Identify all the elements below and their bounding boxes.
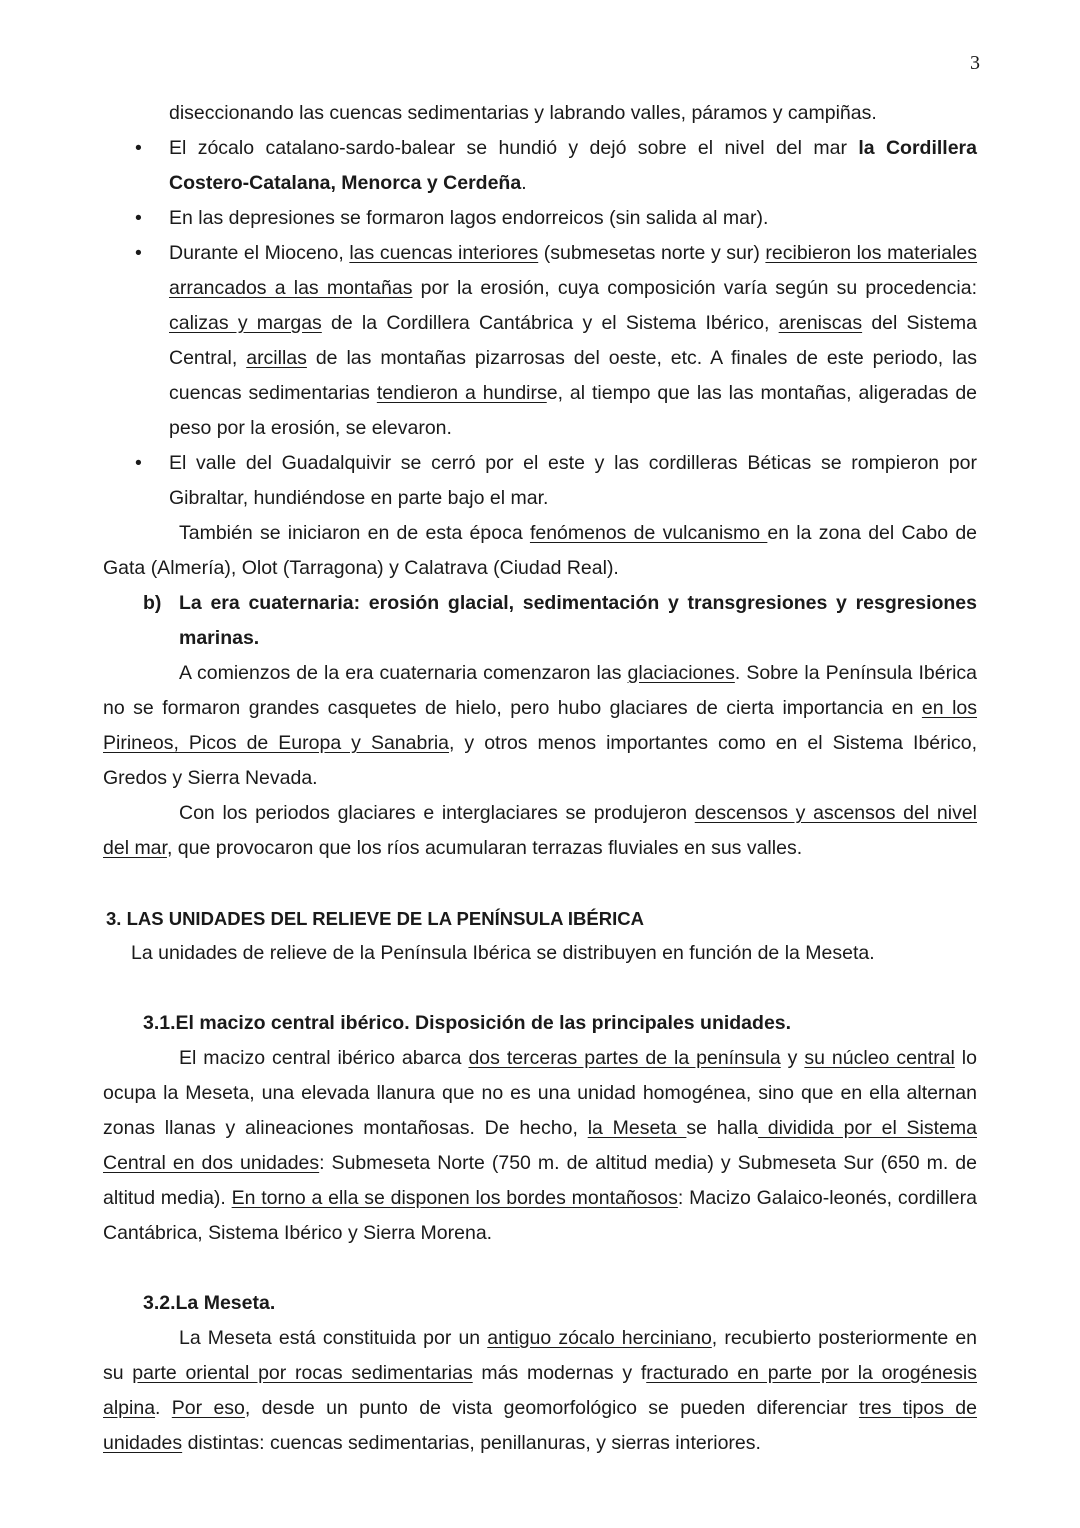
underlined-text: glaciaciones	[627, 662, 735, 684]
continued-paragraph: diseccionando las cuencas sedimentarias y labrando valles, páramos y campiñas.	[169, 102, 877, 124]
underlined-text: fenómenos de vulcanismo	[529, 522, 768, 544]
subheading-b	[103, 586, 977, 656]
paragraph: Con los periodos glaciares e interglaciares se produjeron descensos y ascensos del nivel del mar, que provocaron que los ríos acumularan terrazas fluviales en sus valles.	[103, 802, 977, 859]
underlined-text: dos terceras partes de la península	[468, 1047, 781, 1069]
page-number: 3	[970, 52, 980, 74]
paragraph: A comienzos de la era cuaternaria comenzaron las glaciaciones. Sobre la Península Ibérica no se formaron grandes casquetes de hielo, pero hubo glaciares de cierta importancia en en los Pirineos, Picos de Europa y Sanabria, y otros menos importantes como en el Sistema Ibérico, Gredos y Sierra Nevada.	[103, 662, 977, 789]
bullet-icon: •	[135, 452, 142, 474]
underlined-text: racturado en parte por la orogénesis alpina	[103, 1362, 977, 1419]
underlined-text: la Meseta	[587, 1117, 687, 1139]
paragraph: La Meseta está constituida por un antiguo zócalo herciniano, recubierto posteriormente en su parte oriental por rocas sedimentarias más modernas y fracturado en parte por la orogénesis alpina. Por eso, desde un punto de vista geomorfológico se pueden diferenciar tres tipos de unidades distintas: cuencas sedimentarias, penillanuras, y sierras interiores.	[103, 1327, 978, 1454]
list-item: • El zócalo catalano-sardo-balear se hundió y dejó sobre el nivel del mar la Cordillera Costero-Catalana, Menorca y Cerdeña.	[103, 131, 977, 201]
paragraph: También se iniciaron en de esta época fenómenos de vulcanismo en la zona del Cabo de Gata (Almería), Olot (Tarragona) y Calatrava (Ciudad Real).	[103, 522, 978, 579]
list-item: • En las depresiones se formaron lagos endorreicos (sin salida al mar).	[103, 201, 977, 236]
subheading-text: La era cuaternaria: erosión glacial, sedimentación y transgresiones y resgresiones marinas.	[179, 592, 977, 649]
underlined-text: En torno a ella se disponen los bordes montañosos	[231, 1187, 678, 1209]
section-intro: La unidades de relieve de la Península Ibérica se distribuyen en función de la Meseta.	[131, 942, 875, 964]
underlined-text: antiguo zócalo herciniano	[487, 1327, 712, 1349]
subheading-label: b)	[143, 592, 162, 614]
underlined-text: arcillas	[246, 347, 307, 369]
underlined-text: su núcleo central	[804, 1047, 955, 1069]
subsection-heading: 3.2.La Meseta.	[143, 1292, 276, 1314]
bullet-icon: •	[135, 242, 142, 264]
underlined-text: recibieron los materiales arrancados a las montañas	[169, 242, 978, 299]
underlined-text: parte oriental por rocas sedimentarias	[132, 1362, 473, 1384]
subsection-heading: 3.1.El macizo central ibérico. Disposición de las principales unidades.	[143, 1012, 792, 1034]
bold-text: la Cordillera Costero-Catalana, Menorca y Cerdeña	[169, 137, 977, 194]
underlined-text: tendieron a hundirs	[376, 382, 547, 404]
bullet-icon: •	[135, 207, 142, 229]
page-content	[103, 96, 977, 1461]
underlined-text: en los Pirineos, Picos de Europa y Sanabria	[103, 697, 977, 754]
underlined-text: areniscas	[778, 312, 863, 334]
underlined-text: calizas y margas	[169, 312, 322, 334]
paragraph: El macizo central ibérico abarca dos terceras partes de la península y su núcleo central lo ocupa la Meseta, una elevada llanura que no es una unidad homogénea, sino que en ella alternan zonas llanas y alineaciones montañosas. De hecho, la Meseta se halla dividida por el Sistema Central en dos unidades: Submeseta Norte (750 m. de altitud media) y Submeseta Sur (650 m. de altitud media). En torno a ella se disponen los bordes montañosos: Macizo Galaico-leonés, cordillera Cantábrica, Sistema Ibérico y Sierra Morena.	[103, 1047, 977, 1244]
underlined-text: Por eso	[171, 1397, 245, 1419]
list-item: • Durante el Mioceno, las cuencas interiores (submesetas norte y sur) recibieron los materiales arrancados a las montañas por la erosión, cuya composición varía según su procedencia: calizas y margas de la Cordillera Cantábrica y el Sistema Ibérico, areniscas del Sistema Central, arcillas de las montañas pizarrosas del oeste, etc. A finales de este periodo, las cuencas sedimentarias tendieron a hundirse, al tiempo que las las montañas, aligeradas de peso por la erosión, se elevaron.	[103, 236, 977, 446]
underlined-text: dividida por el Sistema Central en dos unidades	[103, 1117, 977, 1174]
underlined-text: tres tipos de unidades	[103, 1397, 977, 1454]
list-item: • El valle del Guadalquivir se cerró por el este y las cordilleras Béticas se rompieron por Gibraltar, hundiéndose en parte bajo el mar.	[103, 446, 977, 516]
underlined-text: las cuencas interiores	[349, 242, 539, 264]
underlined-text: descensos y ascensos del nivel del mar	[103, 802, 977, 859]
section-heading: 3. LAS UNIDADES DEL RELIEVE DE LA PENÍNSULA IBÉRICA	[106, 908, 644, 929]
bullet-icon: •	[135, 137, 142, 159]
